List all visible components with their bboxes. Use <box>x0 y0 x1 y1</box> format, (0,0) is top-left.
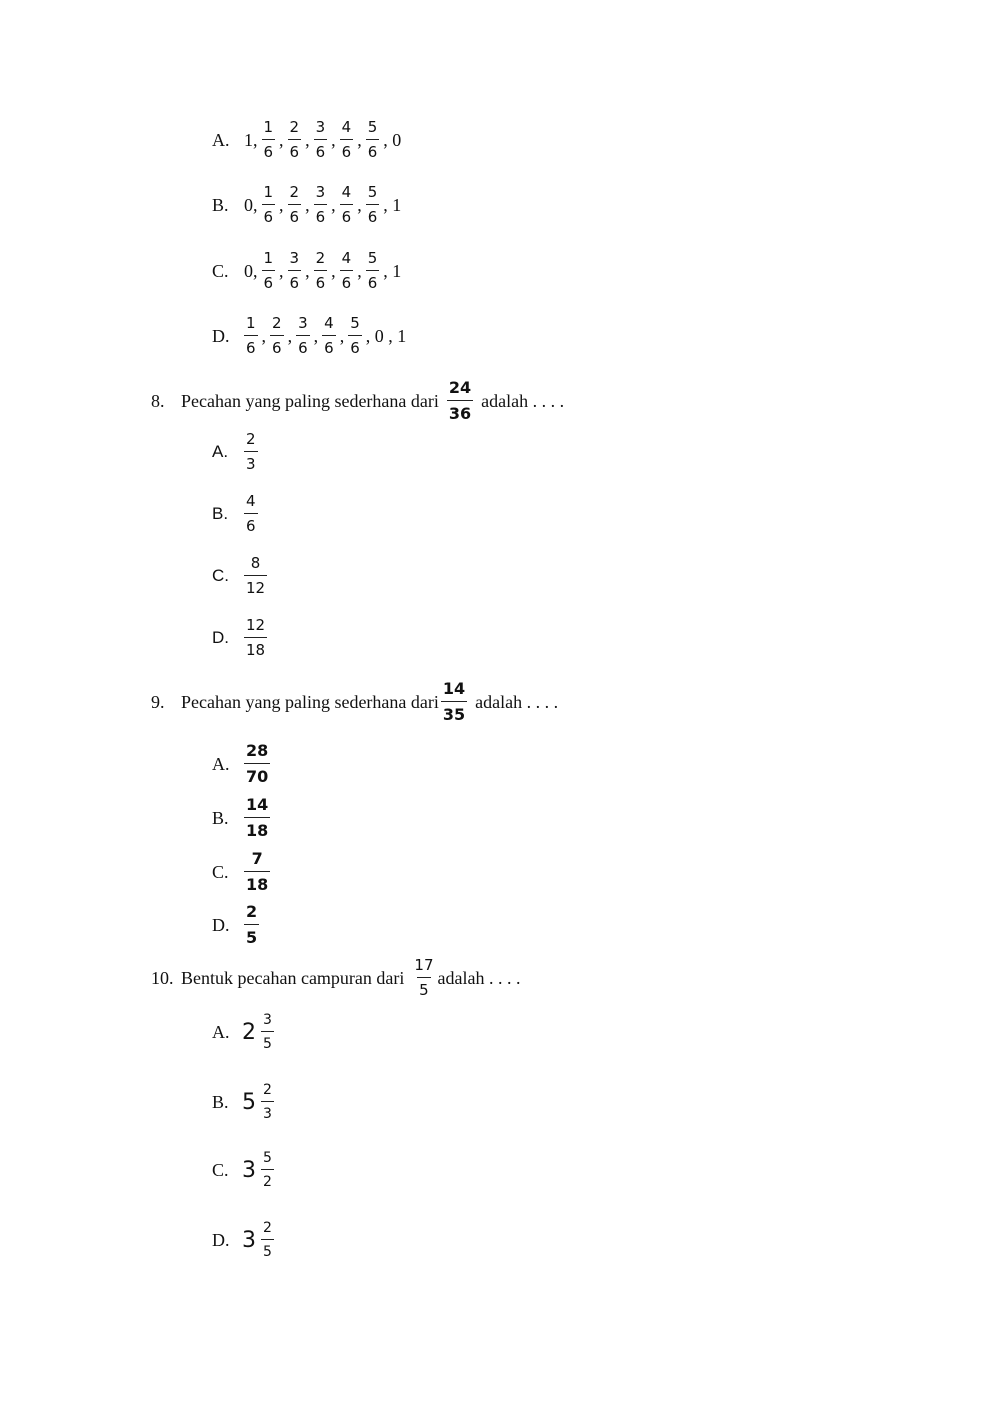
option-letter: A. <box>212 129 230 150</box>
denominator: 70 <box>244 763 270 785</box>
fraction <box>288 251 302 291</box>
option-prefix: 0, <box>244 260 258 281</box>
numerator: 2 <box>315 249 326 267</box>
question-number: 9. <box>151 691 165 712</box>
fraction <box>262 120 276 160</box>
fraction <box>288 120 302 160</box>
option-letter: D. <box>212 628 229 647</box>
denominator: 6 <box>340 139 354 160</box>
denominator: 6 <box>340 204 354 225</box>
fraction <box>244 556 267 596</box>
denominator: 6 <box>262 204 276 225</box>
denominator: 6 <box>314 204 328 225</box>
q9-option-d[interactable] <box>212 904 261 946</box>
option-letter: B. <box>212 504 229 523</box>
numerator: 3 <box>298 314 308 332</box>
fraction <box>366 120 380 160</box>
numerator: 14 <box>442 679 466 698</box>
denominator: 3 <box>244 451 258 472</box>
numerator: 4 <box>341 183 352 201</box>
numerator: 2 <box>289 118 300 136</box>
fraction <box>262 185 276 225</box>
numerator: 2 <box>289 183 300 201</box>
denominator: 18 <box>244 817 270 839</box>
numerator: 2 <box>263 1220 272 1236</box>
numerator: 5 <box>263 1150 272 1166</box>
numerator: 2 <box>246 902 258 921</box>
q7-option-c[interactable]: C. 0, $\frac{1}{6}$ , $\frac{3}{6}$ , $\frac{2}{6}$ , $\frac{4}{6}$ , $\frac{5}{6}$ , 1 <box>212 249 402 292</box>
numerator: 5 <box>367 249 378 267</box>
q10-option-c[interactable] <box>212 1151 276 1189</box>
numerator: 1 <box>263 249 274 267</box>
fraction <box>244 851 270 893</box>
whole-number: 3 <box>242 1227 256 1253</box>
fraction <box>366 251 380 291</box>
option-letter: D. <box>212 914 230 935</box>
q9-option-a[interactable] <box>212 743 272 785</box>
fraction <box>314 185 328 225</box>
denominator: 6 <box>366 204 380 225</box>
denominator: 36 <box>447 400 473 422</box>
option-suffix: , 1 <box>383 260 402 281</box>
option-letter: C. <box>212 861 229 882</box>
numerator: 5 <box>367 118 378 136</box>
numerator: 5 <box>367 183 378 201</box>
denominator: 6 <box>340 270 354 291</box>
numerator: 5 <box>350 314 360 332</box>
question-fraction <box>441 681 467 723</box>
denominator: 18 <box>244 871 270 893</box>
option-suffix: , 1 <box>383 194 402 215</box>
denominator: 6 <box>262 139 276 160</box>
denominator: 6 <box>296 335 310 356</box>
q9-option-b[interactable] <box>212 797 272 839</box>
denominator: 6 <box>348 335 362 356</box>
question-number: 8. <box>151 390 165 411</box>
fraction <box>270 316 284 356</box>
fraction <box>244 797 270 839</box>
option-letter: C. <box>212 260 229 281</box>
q10-stem <box>151 958 520 998</box>
option-prefix: 0, <box>244 194 258 215</box>
numerator: 1 <box>246 314 256 332</box>
numerator: 8 <box>250 554 261 572</box>
numerator: 2 <box>263 1082 272 1098</box>
denominator: 5 <box>417 977 431 998</box>
q9-option-c[interactable] <box>212 851 272 893</box>
denominator: 6 <box>288 204 302 225</box>
numerator: 1 <box>263 118 274 136</box>
whole-number: 5 <box>242 1089 256 1115</box>
q8-option-d[interactable] <box>212 618 269 658</box>
numerator: 3 <box>315 118 326 136</box>
whole-number: 3 <box>242 1157 256 1183</box>
fraction <box>314 251 328 291</box>
numerator: 3 <box>289 249 300 267</box>
fraction <box>296 316 310 356</box>
denominator: 6 <box>244 335 258 356</box>
q8-stem <box>151 380 564 422</box>
fraction <box>340 185 354 225</box>
fraction <box>261 1221 274 1259</box>
denominator: 35 <box>441 701 467 723</box>
fraction <box>244 618 267 658</box>
whole-number: 2 <box>242 1019 256 1045</box>
option-letter: D. <box>212 325 230 346</box>
option-suffix: , 0 , 1 <box>365 325 407 346</box>
numerator: 4 <box>246 492 256 510</box>
q10-option-d[interactable] <box>212 1221 276 1259</box>
question-text: Pecahan yang paling sederhana dari <box>181 390 439 411</box>
option-letter: C. <box>212 1159 229 1180</box>
numerator: 4 <box>341 249 352 267</box>
numerator: 2 <box>246 430 256 448</box>
q8-option-c[interactable] <box>212 556 269 596</box>
denominator: 12 <box>244 575 267 596</box>
denominator: 3 <box>261 1101 274 1121</box>
numerator: 17 <box>414 956 434 974</box>
fraction <box>314 120 328 160</box>
option-letter: D. <box>212 1229 230 1250</box>
fraction <box>244 432 258 472</box>
question-text-end: adalah . . . . <box>437 967 521 988</box>
numerator: 4 <box>324 314 334 332</box>
fraction <box>261 1083 274 1121</box>
numerator: 2 <box>272 314 282 332</box>
denominator: 6 <box>244 513 258 534</box>
option-letter: B. <box>212 1091 229 1112</box>
q9-stem <box>151 681 558 723</box>
numerator: 24 <box>448 378 472 397</box>
option-letter: B. <box>212 807 229 828</box>
question-number: 10. <box>151 967 174 988</box>
numerator: 12 <box>246 616 266 634</box>
denominator: 2 <box>261 1169 274 1189</box>
denominator: 6 <box>314 270 328 291</box>
fraction <box>262 251 276 291</box>
fraction <box>348 316 362 356</box>
q10-option-b[interactable] <box>212 1083 276 1121</box>
question-text-end: adalah . . . . <box>475 691 559 712</box>
fraction <box>244 316 258 356</box>
option-letter: C. <box>212 566 229 585</box>
fraction <box>244 494 258 534</box>
numerator: 1 <box>263 183 274 201</box>
q7-option-a[interactable]: A. 1, $\frac{1}{6}$ , $\frac{2}{6}$ , $\frac{3}{6}$ , $\frac{4}{6}$ , $\frac{5}{6}$ , 0 <box>212 118 402 161</box>
numerator: 28 <box>246 741 269 760</box>
fraction <box>340 120 354 160</box>
denominator: 5 <box>244 924 259 946</box>
option-letter: B. <box>212 194 229 215</box>
numerator: 3 <box>263 1012 272 1028</box>
denominator: 6 <box>322 335 336 356</box>
fraction <box>288 185 302 225</box>
denominator: 6 <box>262 270 276 291</box>
fraction <box>322 316 336 356</box>
denominator: 5 <box>261 1239 274 1259</box>
question-text: Pecahan yang paling sederhana dari <box>181 691 439 712</box>
denominator: 6 <box>366 139 380 160</box>
numerator: 7 <box>251 849 263 868</box>
denominator: 6 <box>288 270 302 291</box>
option-letter: A. <box>212 442 229 461</box>
q7-option-b[interactable]: B. 0, $\frac{1}{6}$ , $\frac{2}{6}$ , $\frac{3}{6}$ , $\frac{4}{6}$ , $\frac{5}{6}$ , 1 <box>212 183 402 226</box>
numerator: 14 <box>246 795 269 814</box>
q8-option-b[interactable] <box>212 494 260 534</box>
denominator: 6 <box>270 335 284 356</box>
option-prefix: 1, <box>244 129 258 150</box>
fraction <box>366 185 380 225</box>
fraction <box>261 1013 274 1051</box>
option-suffix: , 0 <box>383 129 402 150</box>
question-text-end: adalah . . . . <box>481 390 565 411</box>
denominator: 5 <box>261 1031 274 1051</box>
q10-option-a[interactable] <box>212 1013 276 1051</box>
denominator: 6 <box>314 139 328 160</box>
q8-option-a[interactable] <box>212 432 260 472</box>
q7-option-d[interactable]: D. $\frac{1}{6}$ , $\frac{2}{6}$ , $\frac{3}{6}$ , $\frac{4}{6}$ , $\frac{5}{6}$ , 0 , 1 <box>212 314 407 357</box>
denominator: 6 <box>288 139 302 160</box>
fraction <box>244 743 270 785</box>
numerator: 3 <box>315 183 326 201</box>
option-letter: A. <box>212 1021 230 1042</box>
question-text: Bentuk pecahan campuran dari <box>181 967 405 988</box>
denominator: 18 <box>244 637 267 658</box>
question-fraction <box>412 958 435 998</box>
numerator: 4 <box>341 118 352 136</box>
denominator: 6 <box>366 270 380 291</box>
fraction <box>244 904 259 946</box>
fraction <box>340 251 354 291</box>
fraction <box>261 1151 274 1189</box>
question-fraction <box>447 380 473 422</box>
option-letter: A. <box>212 753 230 774</box>
